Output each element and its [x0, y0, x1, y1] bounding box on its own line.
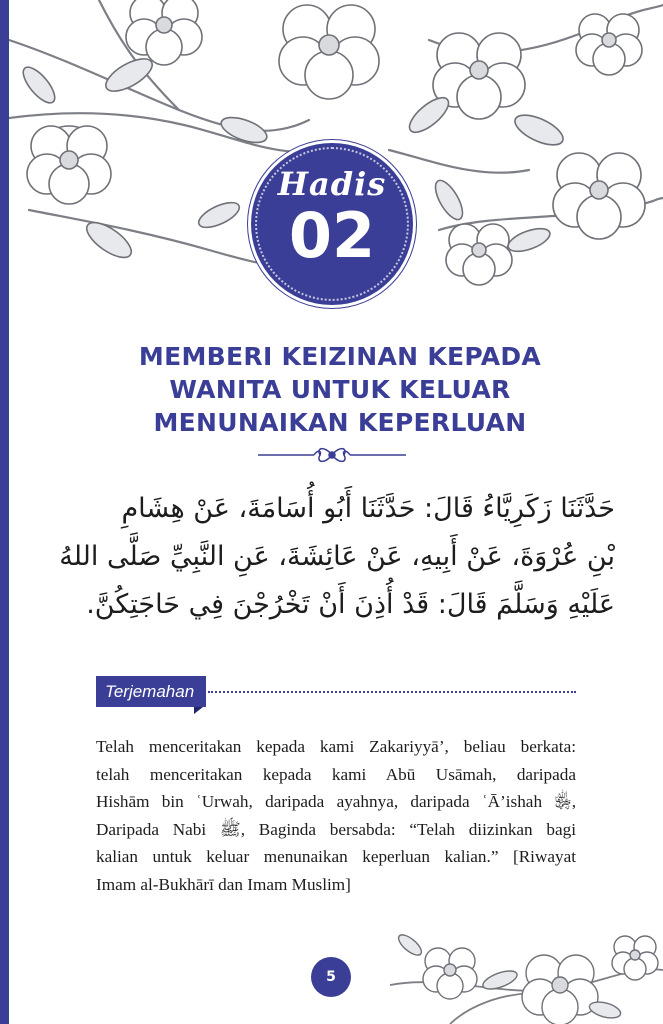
chapter-title [60, 340, 620, 439]
translation-line: kalian untuk keluar menunaikan keperluan kalian.” [Riwayat [96, 847, 576, 867]
label-ribbon-fold [194, 707, 203, 714]
translation-line: Telah menceritakan kepada kami Zakariyyā’, beliau berkata: [96, 737, 576, 756]
arabic-hadith-text [60, 485, 615, 629]
badge-number: 02 [288, 199, 376, 272]
page-number: 5 [311, 957, 351, 997]
title-line: WANITA UNTUK KELUAR [169, 375, 511, 404]
translation-line: Imam al-Bukhārī dan Imam Muslim] [96, 874, 351, 894]
title-line: MEMBERI KEIZINAN KEPADA [138, 342, 542, 371]
left-accent-bar [0, 0, 9, 1024]
translation-section-header [96, 676, 576, 716]
translation-line: telah menceritakan kepada kami Abū Usāmah, daripada [96, 764, 576, 784]
badge-word: Hadis [277, 165, 387, 203]
translation-text [96, 733, 576, 899]
title-line: MENUNAIKAN KEPERLUAN [153, 408, 527, 437]
dotted-rule [208, 691, 576, 693]
arabic-line: عَلَيْهِ وَسَلَّمَ قَالَ: قَدْ أُذِنَ أَنْ تَخْرُجْنَ فِي حَاجَتِكُنَّ. [86, 589, 615, 620]
floral-branch-bottom-icon [390, 925, 663, 1024]
translation-label: Terjemahan [96, 676, 206, 707]
arabic-line: حَدَّثَنَا زَكَرِيَّاءُ قَالَ: حَدَّثَنَا أَبُو أُسَامَةَ، عَنْ هِشَامِ [121, 493, 615, 524]
ornament-divider-icon [258, 440, 406, 470]
arabic-line: بْنِ عُرْوَةَ، عَنْ أَبِيهِ، عَنْ عَائِشَةَ، عَنِ النَّبِيِّ صَلَّى اللهُ [59, 541, 615, 572]
hadith-number-badge [251, 143, 413, 305]
translation-line: Hishām bin ʿUrwah, daripada ayahnya, daripada ʿĀ’ishah ﵂, [96, 792, 576, 812]
translation-line: Daripada Nabi ﷺ, Baginda bersabda: “Telah diizinkan bagi [96, 819, 577, 839]
